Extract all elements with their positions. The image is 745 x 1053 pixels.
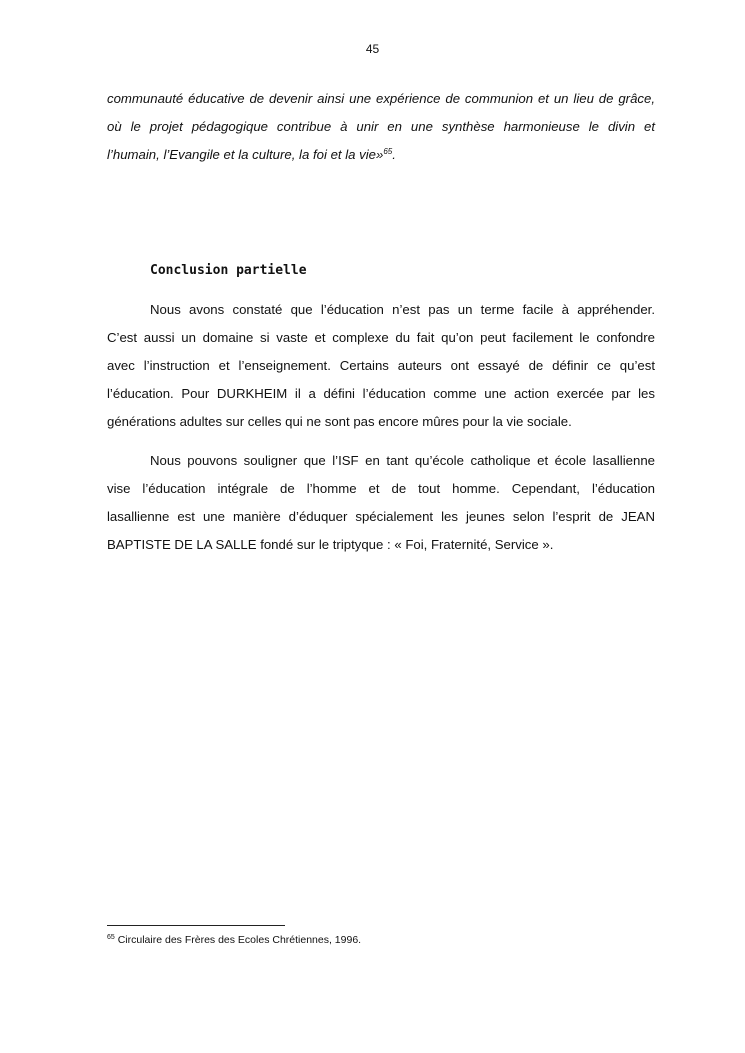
- paragraph-line: vise l’éducation intégrale de l’homme et de tout homme. Cependant, l’éducation: [107, 481, 655, 496]
- section-heading: Conclusion partielle: [150, 263, 307, 278]
- paragraph-line: BAPTISTE DE LA SALLE fondé sur le triptyque : « Foi, Fraternité, Service ».: [107, 537, 554, 552]
- paragraph-line: C’est aussi un domaine si vaste et complexe du fait qu’on peut facilement le confondre: [107, 330, 655, 345]
- paragraph-line: lasallienne est une manière d’éduquer spécialement les jeunes selon l’esprit de JEAN: [107, 509, 655, 524]
- quote-end-punctuation: .: [392, 147, 396, 162]
- paragraph-line: l’éducation. Pour DURKHEIM il a défini l’éducation comme une action exercée par les: [107, 386, 655, 401]
- quote-line-last: [107, 147, 655, 163]
- footnote: [107, 934, 361, 946]
- paragraph-line: générations adultes sur celles qui ne sont pas encore mûres pour la vie sociale.: [107, 414, 572, 429]
- quote-line-text: l’humain, l’Evangile et la culture, la foi et la vie»: [107, 147, 384, 162]
- footnote-text: Circulaire des Frères des Ecoles Chrétiennes, 1996.: [117, 934, 362, 946]
- paragraph-line: avec l’instruction et l’enseignement. Certains auteurs ont essayé de définir ce qu’est: [107, 358, 655, 373]
- footnote-reference[interactable]: 65: [383, 147, 393, 156]
- page-number: 45: [365, 42, 380, 56]
- quote-line: communauté éducative de devenir ainsi une expérience de communion et un lieu de grâce,: [107, 91, 655, 106]
- footnote-number: 65: [107, 934, 115, 941]
- paragraph-line: Nous avons constaté que l’éducation n’est pas un terme facile à appréhender.: [150, 302, 655, 317]
- footnote-separator: [107, 925, 285, 926]
- quote-line: où le projet pédagogique contribue à unir en une synthèse harmonieuse le divin et: [107, 119, 655, 134]
- paragraph-line: Nous pouvons souligner que l’ISF en tant qu’école catholique et école lasallienne: [150, 453, 655, 468]
